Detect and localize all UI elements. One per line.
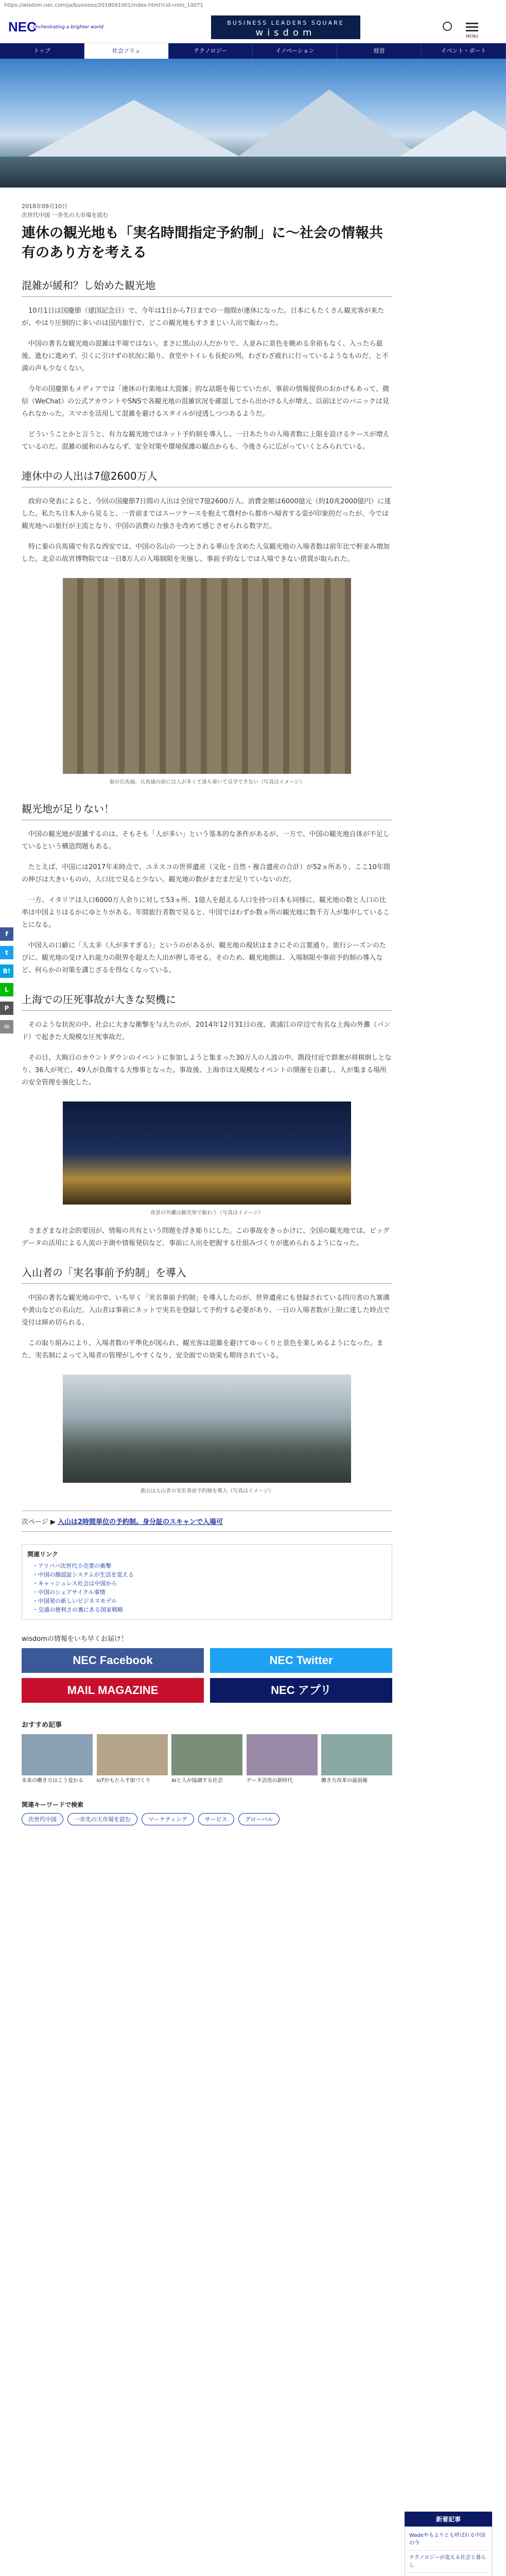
sidebar-link[interactable]: [409, 2573, 487, 2576]
facebook-share-icon[interactable]: f: [0, 927, 13, 941]
paragraph: 10月1日は国慶節（建国記念日）で、今年は1日から7日までの一週間が連休になった。日本にもたくさん観光客が来たが、やはり圧倒的に多いのは国内旅行で、どこの観光地もすさまじい人出で賑わった。: [22, 307, 385, 327]
nav-item[interactable]: 経営: [337, 43, 422, 59]
huangshan-photo: [63, 1375, 351, 1483]
section-heading: 上海での圧死事故が大きな契機に: [22, 991, 392, 1011]
global-nav: [0, 43, 506, 59]
article: [22, 202, 392, 1829]
figure: [22, 1101, 392, 1217]
related-link[interactable]: ・中国の顔認証システムが生活を変える: [32, 1571, 134, 1578]
keyword-tag[interactable]: マーケティング: [142, 1813, 194, 1825]
keyword-tag[interactable]: グローバル: [238, 1813, 280, 1825]
mail-magazine-button[interactable]: MAIL MAGAZINE: [22, 1678, 204, 1703]
next-page-link[interactable]: 次ページ ▶ 入山は2時間単位の予約制。身分証のスキャンで入場可: [22, 1511, 392, 1532]
nav-item[interactable]: イベント・ポート: [422, 43, 506, 59]
keyword-tag[interactable]: 次世代中国: [22, 1813, 63, 1825]
related-links: [22, 1544, 392, 1620]
recommend-item[interactable]: AIと人が協調する社会: [171, 1734, 242, 1785]
paragraph: そのような状況の中、社会に大きな衝撃を与えたのが、2014年12月31日の夜、黄浦江の岸辺で有名な上海の外灘（バンド）で起きた大規模な圧死事故だ。: [22, 1021, 391, 1041]
site-header: [0, 11, 506, 43]
nav-item[interactable]: イノベーション: [253, 43, 337, 59]
twitter-button[interactable]: NEC Twitter: [210, 1648, 392, 1673]
figure: [22, 1375, 392, 1495]
paragraph: 特に秦の兵馬俑で有名な西安では、中国の名山の一つとされる華山を含めた人気観光地の入場者数は前年比で軒並み増加した。北京の故宮博物院では一日8万人の入場制限を実施し、事前予約なしでは入場できない措置が取られた。: [22, 543, 390, 563]
section-heading: 入山者の「実名事前予約制」を導入: [22, 1264, 392, 1284]
recommend-item[interactable]: IoTがもたらす街づくり: [97, 1734, 168, 1785]
figure: [22, 578, 392, 786]
figure-caption: 秦の兵馬俑。兵馬俑の前には人が多くて落ち着いて見学できない（写真はイメージ）: [109, 779, 305, 785]
paragraph: 中国の著名な観光地の混雑は半端ではない。まさに黒山の人だかりで、人並みに景色を眺める余裕もなく、入ったら最後、進むに進めず、引くに引けずの状況に陥り、食堂やトイレも長蛇の列。わざわざ疲れに行っているようなものだ、と不満の声も少なくない。: [22, 340, 389, 372]
related-link[interactable]: ・中国発の新しいビジネスモデル: [32, 1598, 117, 1604]
sidebar-link[interactable]: Wadeやもよりとも呼ばれる中国の今: [409, 2529, 487, 2551]
paragraph: どういうことかと言うと、有力な観光地ではネット予約制を導入し、一日あたりの入場者数に上限を設けるケースが増えているのだ。混雑の緩和のみならず、安全対策や環境保護の観点からも、今後さらに広がっていくとみられている。: [22, 431, 390, 451]
related-link[interactable]: ・アリババ次世代小売業の衝撃: [32, 1563, 112, 1569]
recommend-item[interactable]: 働き方改革の最前線: [321, 1734, 392, 1785]
logo-main-text: wisdom: [255, 27, 316, 38]
paragraph: 一方、イタリアは人口6000万人余りに対して53ヵ所、1億人を超える人口を持つ日本も同様に、観光地の数と人口の比率は中国よりはるかにゆとりがある。年間旅行者数で見ると、中国ではわずか数ヵ所の観光地に数千万人が集中していることになる。: [22, 896, 390, 929]
related-link[interactable]: ・交通の便利さの裏にある国家戦略: [32, 1606, 123, 1613]
twitter-share-icon[interactable]: t: [0, 946, 13, 959]
section-heading: 混雑が緩和？し始めた観光地: [22, 277, 392, 297]
related-link[interactable]: ・キャッシュレス社会は中国から: [32, 1580, 117, 1587]
next-label: 次ページ: [22, 1518, 48, 1526]
paragraph: さまざまな社会的要因が、情報の共有という問題を浮き彫りにした。この事故をきっかけに、全国の観光地では、ビッグデータの活用による人流の予測や情報発信など、事前に人出を把握する仕組みづくりが進められるようになった。: [22, 1227, 390, 1247]
menu-label: MENU: [466, 34, 478, 39]
next-title[interactable]: 入山は2時間単位の予約制。身分証のスキャンで入場可: [58, 1518, 223, 1526]
paragraph: この取り組みにより、入場者数の平準化が図られ、観光客は混雑を避けてゆっくりと景色を楽しめるようになった。また、実名制によって入場者の管理がしやすくなり、安全面での効果も期待されている。: [22, 1340, 383, 1360]
nav-item-active[interactable]: 社会ソリュ: [84, 43, 169, 59]
hatena-share-icon[interactable]: B!: [0, 964, 13, 978]
bund-night-photo: [63, 1101, 351, 1205]
article-date: 2018年09月10日: [22, 203, 67, 210]
nec-logo[interactable]: NEC: [8, 19, 37, 35]
recommend-list: [22, 1734, 392, 1785]
nav-item[interactable]: トップ: [0, 43, 84, 59]
terracotta-photo: [63, 578, 351, 774]
article-series[interactable]: 次世代中国 一歩先の大市場を読む: [22, 212, 109, 218]
related-link[interactable]: ・中国のシェアサイクル事情: [32, 1589, 106, 1596]
logo-top-text: BUSINESS LEADERS SQUARE: [227, 20, 344, 26]
paragraph: 中国の著名な観光地の中で、いち早く「実名事前予約制」を導入したのが、世界遺産にも登録されている四川省の九寨溝や黄山などの名山だ。入山者は事前にネットで実名を登録して予約する必要があり、一日の入場者数が上限に達した時点で受付は締め切られる。: [22, 1294, 390, 1327]
share-bar: [0, 927, 13, 1039]
paragraph: 政府の発表によると、今回の国慶節7日間の人出は全国で7億2600万人、消費金額は6000億元（約10兆2000億円）に達した。私たち日本人から見ると、一昔前まではスーツケースを抱えて農村から都市へ帰省する姿が印象的だったが、今では観光地への旅行が主流となり、中国の消費の力強さを改めて感じさせられる数字だ。: [22, 498, 391, 530]
new-articles-list: [405, 2527, 492, 2576]
paragraph: たとえば、中国には2017年末時点で、ユネスコの世界遺産（文化・自然・複合遺産の合計）が52ヵ所あり、ここ10年間の伸びは大きいものの、人口比で見ると少ない。観光地の数がまだまだ足りていないのだ。: [22, 863, 390, 884]
related-title: 関連リンク: [27, 1551, 58, 1558]
menu-icon[interactable]: [466, 21, 479, 34]
recommend-item[interactable]: データ活用の新時代: [247, 1734, 318, 1785]
keyword-tag[interactable]: 一歩先の大市場を読む: [67, 1813, 137, 1825]
section-heading: 観光地が足りない！: [22, 801, 392, 820]
paragraph: 中国の観光地が混雑するのは、そもそも「人が多い」という基本的な条件があるが、一方で、中国の観光地自体が不足しているという構造問題もある。: [22, 831, 390, 851]
paragraph: その日、大晦日のカウントダウンのイベントに参加しようと集まった30万人の人波の中、階段付近で群衆が将棋倒しとなり、36人が死亡、49人が負傷する大惨事となった。事故後、上海市は大規模なイベントの開催を自粛し、人が集まる場所の安全管理を強化した。: [22, 1054, 392, 1087]
recommend-title: おすすめ記事: [22, 1721, 62, 1729]
wisdom-logo[interactable]: [211, 15, 360, 39]
line-share-icon[interactable]: L: [0, 983, 13, 996]
facebook-button[interactable]: NEC Facebook: [22, 1648, 204, 1673]
hero-image: [0, 59, 506, 188]
keyword-tags: [22, 1813, 392, 1829]
paragraph: 中国人の口癖に「人太多（人が多すぎる）」というのがあるが、観光地の現状はまさにその言葉通り。旅行シーズンのたびに、観光地の受け入れ能力の限界を超えた人出が押し寄せる。そのため、観光地側は、入場制限や事前予約制の導入など、何らかの対策を講じざるを得なくなっている。: [22, 942, 386, 974]
sns-title: wisdomの情報をいち早くお届け！: [22, 1635, 128, 1643]
url-bar: https://wisdom.nec.com/ja/business/2018091001/index.html?cid=relo_10071: [0, 0, 506, 11]
print-icon[interactable]: P: [0, 1002, 13, 1015]
sns-buttons: [22, 1648, 392, 1708]
sidebar: [405, 2512, 492, 2576]
keyword-tag[interactable]: サービス: [198, 1813, 234, 1825]
mail-share-icon[interactable]: ✉: [0, 1020, 13, 1033]
figure-caption: 夜景の外灘は観光客で賑わう（写真はイメージ）: [150, 1210, 264, 1216]
keyword-title: 関連キーワードで検索: [22, 1801, 84, 1808]
search-icon[interactable]: [443, 22, 452, 31]
sidebar-link[interactable]: テクノロジーが変える社会と暮らし: [409, 2551, 487, 2573]
paragraph: 今年の国慶節もメディアでは「連休の行楽地は大混雑」的な話題を報じていたが、事前の情報提供のおかげもあって、微信（WeChat）の公式アカウントやSNSで各観光地の混雑状況を確認してから出かける人が増え、以前ほどのパニックは見られなかった。スマホを活用して混雑を避けるスタイルが浸透しつつあるようだ。: [22, 385, 389, 418]
recommend-item[interactable]: 未来の働き方はこう変わる: [22, 1734, 93, 1785]
brand-tagline: Orchestrating a brighter world: [33, 25, 103, 30]
nec-app-button[interactable]: NEC アプリ: [210, 1678, 392, 1703]
section-heading: 連休中の人出は7億2600万人: [22, 468, 392, 487]
nav-item[interactable]: テクノロジー: [169, 43, 253, 59]
article-title: 連休の観光地も「実名時間指定予約制」に〜社会の情報共有のあり方を考える: [22, 225, 383, 261]
figure-caption: 黄山は入山者の実名事前予約制を導入（写真はイメージ）: [140, 1488, 274, 1494]
new-articles-title: 新着記事: [405, 2512, 492, 2527]
